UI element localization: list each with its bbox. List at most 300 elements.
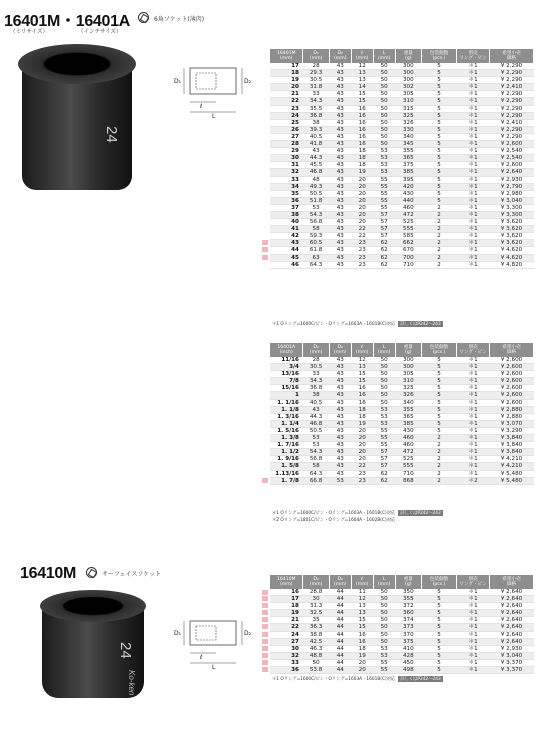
table-cell: ＊1 [457,652,490,659]
table-cell: 355 [395,596,421,603]
table-cell: 18 [351,406,373,413]
table-cell: 385 [395,169,421,176]
table-cell: ¥ 4,210 [490,463,534,470]
table-cell: 43 [329,413,351,420]
table-cell: 50 [373,126,395,133]
table-cell: 472 [395,211,421,218]
table-cell: 5 [421,176,456,183]
table-cell: 2 [421,219,456,226]
table-cell: ＊1 [457,162,490,169]
table-cell: 43 [329,449,351,456]
table-cell: 5 [421,392,456,399]
table-cell: 43 [329,420,351,427]
table-cell: ¥ 3,300 [490,204,534,211]
table-cell: 440 [395,197,421,204]
new-item-tag [262,603,268,608]
table-row [270,176,534,183]
table-cell: 16 [351,105,373,112]
table-cell: 18 [351,148,373,155]
table-header-row [270,49,534,63]
table-cell: 33 [303,371,329,378]
table-cell: 5 [421,169,456,176]
table-cell: ¥ 2,640 [490,603,534,610]
table-cell: 5 [421,357,456,364]
table-cell: ¥ 4,620 [490,254,534,261]
table-cell: 300 [395,364,421,371]
table-cell: 32.5 [303,610,329,617]
table-row [270,63,534,70]
table-cell: 50 [373,112,395,119]
table-cell: 58 [303,226,329,233]
table-cell: 57 [373,211,395,218]
table-cell: 310 [395,98,421,105]
table-cell: 44 [329,624,351,631]
table-cell: 5 [421,667,456,674]
table-cell: 315 [395,105,421,112]
table-cell: ¥ 2,930 [490,176,534,183]
table-cell: 56.8 [303,219,329,226]
table-cell: 50 [373,364,395,371]
table-cell: 44 [329,645,351,652]
table-cell: 13/16 [270,371,303,378]
table-cell: 11/16 [270,357,303,364]
table-cell: 5 [421,148,456,155]
table-cell: ¥ 2,290 [490,77,534,84]
table-row [270,126,534,133]
table-cell: 585 [395,233,421,240]
table-cell: 340 [395,133,421,140]
table-cell: 5 [421,105,456,112]
table-cell: 5 [421,624,456,631]
table-cell: 5 [421,645,456,652]
table-cell: ¥ 2,290 [490,91,534,98]
table-cell: ＊1 [457,427,490,434]
table-cell: ¥ 2,640 [490,617,534,624]
table-cell: ¥ 3,840 [490,435,534,442]
table-cell: 43 [329,183,351,190]
table-cell: 43 [303,148,329,155]
table-cell: 15 [351,371,373,378]
table-cell: ¥ 2,290 [490,98,534,105]
hex-socket-icon [86,567,97,578]
section3-description: サーフェイスソケット [102,571,161,578]
table-cell: ＊1 [457,442,490,449]
table-cell: 2 [421,240,456,247]
table-cell: 16 [351,392,373,399]
table-cell: 56.8 [303,456,329,463]
table-cell: 41.8 [303,141,329,148]
table-cell: 20 [351,442,373,449]
table-cell: 63 [303,254,329,261]
table-cell: 430 [395,427,421,434]
table-cell: 50 [373,392,395,399]
table-cell: 30 [270,645,303,652]
note-text: ＊1 Oリング=1600C/ピン・Oリング=1603A・1601B(C)対応 [272,677,396,682]
table-cell: ¥ 2,640 [490,638,534,645]
table-cell: 57 [373,226,395,233]
reference-link[interactable]: 詳しくはP242～243 [400,677,441,682]
socket-photo-16410 [38,590,148,702]
diagram-l-big-label: L [212,664,216,669]
table-cell: 1. 1/16 [270,399,303,406]
table-cell: 62 [373,254,395,261]
new-item-tag [262,624,268,629]
section2-note1 [272,510,443,516]
table-cell: 25 [270,119,303,126]
table-header-row [270,343,534,357]
table-cell: 50 [373,133,395,140]
table-cell: ¥ 3,370 [490,667,534,674]
column-header: 16401A (inch) [270,343,303,357]
diagram-d1-label: D₁ [174,78,182,85]
table-row [270,211,534,218]
table-cell: 43 [329,63,351,70]
table-row [270,98,534,105]
table-cell: 50 [373,84,395,91]
table-cell: 1. 1/8 [270,406,303,413]
table-cell: 2 [421,261,456,268]
table-row [270,183,534,190]
table-cell: 53 [303,204,329,211]
table-cell: ¥ 3,620 [490,226,534,233]
table-cell: 55 [373,435,395,442]
table-cell: 50 [373,399,395,406]
table-cell: 2 [421,449,456,456]
table-cell: 16 [351,385,373,392]
table-cell: ＊1 [457,155,490,162]
table-cell: 1. 9/16 [270,456,303,463]
table-cell: 55 [373,176,395,183]
table-cell: 22 [351,233,373,240]
table-cell: 5 [421,617,456,624]
table-cell: 375 [395,638,421,645]
table-cell: 55 [373,183,395,190]
new-item-tag [262,646,268,651]
table-cell: 54.3 [303,449,329,456]
table-cell: ＊1 [457,420,490,427]
table-cell: 27 [270,638,303,645]
table-cell: 19 [351,420,373,427]
table-cell: 50 [373,617,395,624]
table-cell: 12 [351,596,373,603]
table-cell: 43 [329,364,351,371]
table-cell: ＊1 [457,176,490,183]
table-cell: 345 [395,141,421,148]
table-header-row [270,575,534,589]
table-cell: 18 [351,162,373,169]
table-cell: 20 [351,659,373,666]
table-cell: 38 [270,211,303,218]
table-cell: 5 [421,603,456,610]
new-item-tag [262,653,268,658]
table-cell: 46.8 [303,169,329,176]
table-cell: 16 [351,638,373,645]
table-cell: 30.5 [303,77,329,84]
table-cell: 44 [329,652,351,659]
table-cell: 2 [421,226,456,233]
new-item-tag [262,596,268,601]
table-cell: 26 [270,126,303,133]
table-row [270,420,534,427]
table-cell: 20 [351,211,373,218]
table-cell: ¥ 2,640 [490,589,534,596]
table-cell: 385 [395,420,421,427]
table-row [270,385,534,392]
table-cell: 19 [270,77,303,84]
table-row [270,413,534,420]
table-cell: 50 [373,624,395,631]
table-cell: 375 [395,162,421,169]
table-cell: 53 [303,442,329,449]
table-cell: 30 [270,155,303,162]
table-cell: 525 [395,456,421,463]
column-header: 希望小売 価格 [490,575,534,589]
table-cell: 2 [421,470,456,477]
table-cell: 43 [329,197,351,204]
table-cell: 325 [395,385,421,392]
table-row [270,442,534,449]
table-cell: 61.8 [303,247,329,254]
table-cell: 50 [373,98,395,105]
table-row [270,204,534,211]
table-cell: ＊1 [457,63,490,70]
table-cell: 43 [329,204,351,211]
table-cell: 34.3 [303,378,329,385]
table-cell: 44 [329,667,351,674]
table-row [270,119,534,126]
table-cell: 57 [373,449,395,456]
table-cell: ＊1 [457,645,490,652]
new-item-tag [262,667,268,672]
table-cell: ＊1 [457,247,490,254]
table-cell: ¥ 2,600 [490,357,534,364]
table-cell: 5 [421,91,456,98]
column-header: 包装個数 (pcs.) [421,343,456,357]
column-header: 包装個数 (pcs.) [421,575,456,589]
table-cell: 24 [270,112,303,119]
table-cell: ＊1 [457,435,490,442]
column-header: ℓ (mm) [351,343,373,357]
table-cell: 53 [303,435,329,442]
table-cell: 18 [270,70,303,77]
table-cell: 5 [421,162,456,169]
diagram-d1-label: D₁ [174,630,182,637]
table-cell: ＊1 [457,98,490,105]
column-header: 別売 リング・ピン [457,343,490,357]
table-cell: 43 [329,112,351,119]
table-cell: 43 [329,385,351,392]
diagram-d2-label: D₂ [244,630,252,637]
table-cell: ¥ 2,980 [490,190,534,197]
table-cell: 2 [421,233,456,240]
table-cell: ＊1 [457,91,490,98]
table-cell: 43 [329,378,351,385]
table-cell: ＊1 [457,406,490,413]
table-cell: ＊1 [457,105,490,112]
table-cell: 43 [329,105,351,112]
table-cell: 46.8 [303,420,329,427]
table-cell: 2 [421,247,456,254]
table-cell: 370 [395,631,421,638]
column-header: 包装個数 (pcs.) [421,49,456,63]
table-cell: 43 [329,70,351,77]
table-cell: 43 [329,233,351,240]
table-cell: 21 [270,617,303,624]
table-cell: 5 [421,638,456,645]
table-cell: 53 [373,155,395,162]
table-cell: ¥ 2,540 [490,148,534,155]
table-cell: 37 [270,204,303,211]
new-item-tag [262,240,268,245]
table-cell: 33 [270,176,303,183]
table-cell: 44 [329,659,351,666]
table-cell: 23 [351,477,373,484]
table-cell: 330 [395,126,421,133]
table-cell: 59.3 [303,233,329,240]
table-row [270,364,534,371]
table-cell: 16 [351,141,373,148]
table-cell: 43 [329,133,351,140]
table-cell: ¥ 2,600 [490,378,534,385]
table-cell: 53 [373,169,395,176]
table-cell: 2 [421,456,456,463]
table-cell: ＊1 [457,141,490,148]
table-cell: 350 [395,589,421,596]
table-cell: ＊1 [457,126,490,133]
table-cell: 340 [395,399,421,406]
table-cell: 355 [395,148,421,155]
column-header: 別売 リング・ピン [457,575,490,589]
column-header: 別売 リング・ピン [457,49,490,63]
table-cell: ¥ 3,620 [490,233,534,240]
table-cell: 300 [395,63,421,70]
table-cell: 50 [303,659,329,666]
hex-socket-icon [138,12,149,23]
table-cell: 50 [373,119,395,126]
table-cell: 20 [351,176,373,183]
table-cell: 372 [395,603,421,610]
column-header: D₂ (mm) [329,343,351,357]
table-cell: 53.8 [303,667,329,674]
table-cell: 51.8 [303,197,329,204]
table-cell: 15/16 [270,385,303,392]
table-cell: ＊1 [457,624,490,631]
table-cell: 50 [373,603,395,610]
table-cell: 5 [421,183,456,190]
table-cell: 44 [329,610,351,617]
table-row [270,77,534,84]
reference-link[interactable]: 詳しくはP242～243 [400,511,441,516]
table-cell: 53 [373,420,395,427]
table-cell: 5 [421,119,456,126]
table-cell: 13 [351,364,373,371]
table-cell: 20 [270,84,303,91]
table-cell: 57 [373,233,395,240]
table-cell: 44.3 [303,413,329,420]
table-cell: ＊1 [457,77,490,84]
table-cell: 50 [373,77,395,84]
table-cell: 43 [329,155,351,162]
table-cell: 16 [270,589,303,596]
table-cell: ¥ 3,620 [490,219,534,226]
column-header: D₁ (mm) [303,49,329,63]
table-cell: 66.8 [303,477,329,484]
table-cell: 50.5 [303,427,329,434]
table-cell: 43 [329,254,351,261]
column-header: ℓ (mm) [351,49,373,63]
table-cell: ¥ 2,600 [490,371,534,378]
table-cell: ＊1 [457,596,490,603]
table-cell: 5 [421,413,456,420]
table-row [270,392,534,399]
table-cell: 43 [329,141,351,148]
table-row [270,638,534,645]
table-cell: 55 [373,442,395,449]
table-cell: 16 [351,119,373,126]
socket-opening [18,44,136,84]
table-cell: 30.5 [303,364,329,371]
table-row [270,105,534,112]
table-cell: 16 [351,631,373,638]
socket-size-mark: 24 [103,126,120,143]
table-cell: 44 [329,596,351,603]
table-cell: ＊1 [457,589,490,596]
table-cell: ＊1 [457,133,490,140]
table-cell: 710 [395,470,421,477]
section1-description: 6角ソケット(薄肉) [154,16,205,23]
table-cell: 1. 3/16 [270,413,303,420]
table-cell: ＊1 [457,357,490,364]
table-cell: 43 [329,261,351,268]
section3-note [272,676,443,682]
table-cell: 43 [329,91,351,98]
table-cell: ¥ 2,640 [490,610,534,617]
column-header: 重量 (g) [395,575,421,589]
table-cell: ＊1 [457,392,490,399]
table-row [270,91,534,98]
table-cell: 43 [329,98,351,105]
table-cell: 19 [270,610,303,617]
table-cell: 700 [395,254,421,261]
table-cell: 460 [395,442,421,449]
table-cell: 365 [395,155,421,162]
table-cell: ¥ 2,290 [490,70,534,77]
table-row [270,477,534,484]
table-cell: 1. 7/8 [270,477,303,484]
table-cell: 5 [421,77,456,84]
table-cell: 33 [303,91,329,98]
table-cell: ＊1 [457,261,490,268]
table-cell: 32 [270,652,303,659]
table-cell: 53 [373,645,395,652]
table-cell: 310 [395,378,421,385]
table-cell: ¥ 2,640 [490,624,534,631]
table-cell: 5 [421,420,456,427]
table-cell: 36 [270,667,303,674]
table-cell: 17 [270,63,303,70]
column-header: D₁ (mm) [303,575,329,589]
table-cell: 5 [421,63,456,70]
table-cell: 62 [373,477,395,484]
table-cell: 44 [270,247,303,254]
table-cell: 28.8 [303,589,329,596]
table-cell: 49.3 [303,183,329,190]
table-cell: 5 [421,406,456,413]
table-cell: ¥ 2,640 [490,169,534,176]
table-cell: 868 [395,477,421,484]
table-cell: 18 [351,413,373,420]
reference-link[interactable]: 詳しくはP242～243 [400,322,441,327]
